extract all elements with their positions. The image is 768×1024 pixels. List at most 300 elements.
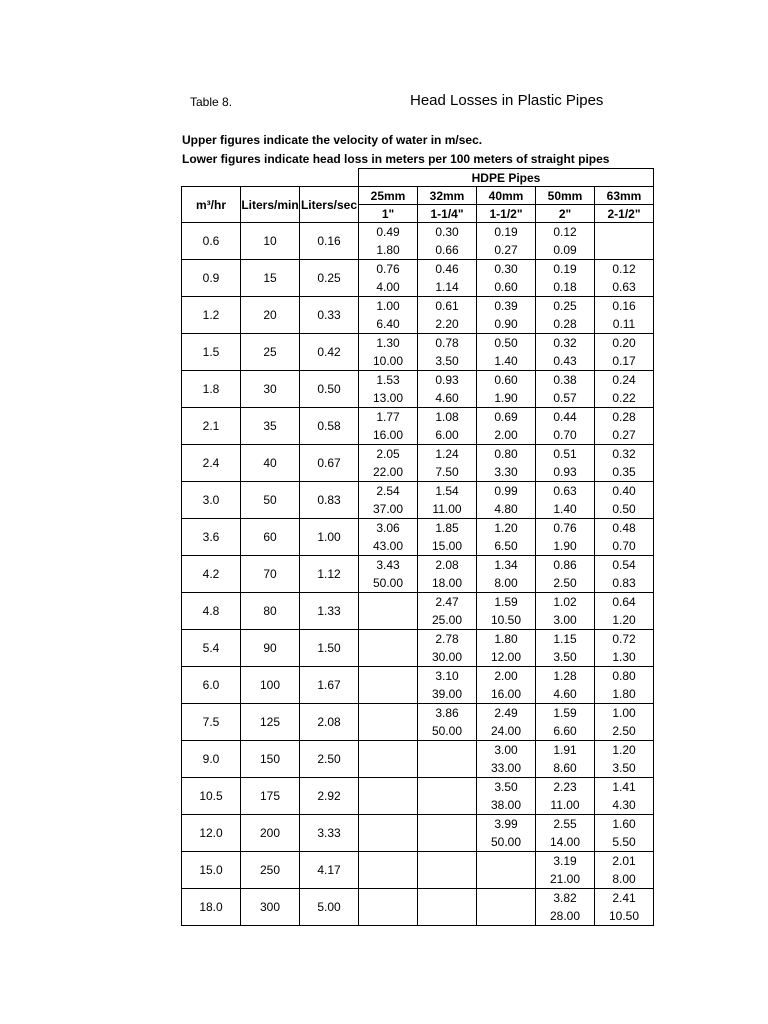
velocity-value: 0.40: [612, 484, 636, 498]
pipe-cell: [418, 852, 477, 889]
pipe-cell: [359, 741, 418, 778]
head-loss-value: 38.00: [490, 798, 522, 812]
head-loss-value: 7.50: [435, 465, 459, 479]
head-loss-value: 2.50: [612, 724, 636, 738]
velocity-value: 2.05: [376, 447, 400, 461]
head-loss-value: 33.00: [490, 761, 522, 775]
liters-sec-cell: 1.33: [300, 593, 359, 630]
m3hr-header: m³/hr: [182, 187, 241, 223]
pipe-cell: [477, 667, 536, 704]
head-loss-value: 50.00: [431, 724, 463, 738]
head-loss-value: [418, 833, 476, 851]
head-loss-value: 0.60: [494, 280, 518, 294]
velocity-value: 1.15: [553, 632, 577, 646]
velocity-value: 0.32: [553, 336, 577, 350]
m3hr-cell: 15.0: [182, 852, 241, 889]
m3hr-cell: 1.5: [182, 334, 241, 371]
velocity-value: 1.00: [376, 299, 400, 313]
head-loss-value: 8.00: [612, 872, 636, 886]
head-loss-value: [359, 870, 417, 888]
pipe-cell: [536, 334, 595, 371]
head-loss-value: 14.00: [549, 835, 581, 849]
m3hr-cell: 6.0: [182, 667, 241, 704]
m3hr-cell: 18.0: [182, 889, 241, 926]
table-row: [182, 704, 654, 741]
pipe-cell: [536, 297, 595, 334]
liters-min-cell: 60: [241, 519, 300, 556]
pipe-cell: [418, 519, 477, 556]
head-loss-value: 0.11: [612, 317, 636, 331]
velocity-value: 1.91: [553, 743, 577, 757]
pipe-cell: [595, 408, 654, 445]
liters-sec-cell: 0.50: [300, 371, 359, 408]
pipe-cell: [536, 704, 595, 741]
velocity-value: 3.43: [376, 558, 400, 572]
head-loss-value: [359, 722, 417, 740]
head-loss-value: 3.50: [612, 761, 636, 775]
pipe-cell: [418, 408, 477, 445]
pipe-cell: [359, 223, 418, 260]
velocity-value: [359, 852, 417, 870]
liters-min-cell: 15: [241, 260, 300, 297]
pipe-cell: [536, 556, 595, 593]
head-loss-value: 0.17: [612, 354, 636, 368]
table-row: [182, 667, 654, 704]
head-loss-value: 0.43: [553, 354, 577, 368]
head-loss-value: 1.40: [494, 354, 518, 368]
liters-min-cell: 10: [241, 223, 300, 260]
head-loss-value: [359, 833, 417, 851]
velocity-value: 3.50: [494, 780, 518, 794]
head-loss-value: 0.70: [612, 539, 636, 553]
liters-min-cell: 90: [241, 630, 300, 667]
pipe-cell: [595, 445, 654, 482]
pipe-cell: [595, 741, 654, 778]
liters-sec-cell: 0.25: [300, 260, 359, 297]
head-loss-value: 3.00: [553, 613, 577, 627]
pipe-cell: [595, 260, 654, 297]
table-row: [182, 223, 654, 260]
head-loss-value: 6.60: [553, 724, 577, 738]
pipe-cell: [418, 704, 477, 741]
pipe-cell: [536, 852, 595, 889]
liters-sec-cell: 2.08: [300, 704, 359, 741]
velocity-value: 2.47: [435, 595, 459, 609]
head-loss-value: 0.70: [553, 428, 577, 442]
pipe-cell: [418, 667, 477, 704]
velocity-value: 0.72: [612, 632, 636, 646]
liters-sec-cell: 3.33: [300, 815, 359, 852]
pipe-cell: [418, 260, 477, 297]
liters-min-cell: 175: [241, 778, 300, 815]
liters-sec-cell: 0.58: [300, 408, 359, 445]
velocity-value: 1.00: [612, 706, 636, 720]
pipe-cell: [359, 482, 418, 519]
table-row: [182, 408, 654, 445]
pipe-cell: [595, 630, 654, 667]
liters-sec-cell: 1.67: [300, 667, 359, 704]
head-loss-value: 15.00: [431, 539, 463, 553]
liters-min-cell: 20: [241, 297, 300, 334]
pipe-cell: [477, 445, 536, 482]
head-loss-value: 0.35: [612, 465, 636, 479]
pipe-cell: [359, 297, 418, 334]
velocity-value: 1.02: [553, 595, 577, 609]
head-loss-value: 0.27: [494, 243, 518, 257]
table-row: [182, 778, 654, 815]
liters-sec-cell: 0.42: [300, 334, 359, 371]
size-inch-header: 1": [359, 205, 418, 223]
head-loss-value: 0.66: [435, 243, 459, 257]
table-row: [182, 371, 654, 408]
m3hr-cell: 12.0: [182, 815, 241, 852]
liters-sec-cell: 0.33: [300, 297, 359, 334]
table-row: [182, 741, 654, 778]
pipe-cell: [536, 778, 595, 815]
liters-min-cell: 40: [241, 445, 300, 482]
velocity-value: 2.78: [435, 632, 459, 646]
head-loss-value: 18.00: [431, 576, 463, 590]
head-loss-value: 4.60: [553, 687, 577, 701]
velocity-value: 3.10: [435, 669, 459, 683]
size-mm-header: 63mm: [595, 187, 654, 205]
liters-min-cell: 30: [241, 371, 300, 408]
velocity-value: 0.30: [435, 225, 459, 239]
head-loss-value: 6.40: [376, 317, 400, 331]
m3hr-cell: 3.6: [182, 519, 241, 556]
head-loss-value: 43.00: [372, 539, 404, 553]
velocity-value: [418, 741, 476, 759]
pipe-cell: [359, 408, 418, 445]
table-row: [182, 556, 654, 593]
pipe-cell: [359, 889, 418, 926]
velocity-value: 1.59: [553, 706, 577, 720]
velocity-value: 0.20: [612, 336, 636, 350]
velocity-value: [477, 889, 535, 907]
size-mm-header: 25mm: [359, 187, 418, 205]
liters-sec-cell: 5.00: [300, 889, 359, 926]
velocity-value: 0.28: [612, 410, 636, 424]
head-loss-value: 1.80: [612, 687, 636, 701]
velocity-value: 0.49: [376, 225, 400, 239]
head-loss-value: 0.93: [553, 465, 577, 479]
pipe-cell: [595, 371, 654, 408]
velocity-value: 0.61: [435, 299, 459, 313]
liters-sec-cell: 0.83: [300, 482, 359, 519]
note-upper-figures: Upper figures indicate the velocity of water in m/sec.: [182, 133, 483, 147]
velocity-value: 2.08: [435, 558, 459, 572]
pipe-cell: [595, 815, 654, 852]
pipe-cell: [595, 778, 654, 815]
pipe-cell: [418, 889, 477, 926]
size-mm-header: 32mm: [418, 187, 477, 205]
velocity-value: 1.53: [376, 373, 400, 387]
pipe-cell: [536, 519, 595, 556]
pipe-cell: [359, 778, 418, 815]
velocity-value: 1.20: [612, 743, 636, 757]
velocity-value: 0.76: [376, 262, 400, 276]
velocity-value: [418, 889, 476, 907]
head-loss-value: 0.83: [612, 576, 636, 590]
velocity-value: 1.34: [494, 558, 518, 572]
velocity-value: 0.32: [612, 447, 636, 461]
m3hr-cell: 10.5: [182, 778, 241, 815]
head-loss-value: 3.50: [435, 354, 459, 368]
head-loss-value: 1.90: [553, 539, 577, 553]
pipe-cell: [477, 889, 536, 926]
pipe-cell: [536, 667, 595, 704]
velocity-value: 0.24: [612, 373, 636, 387]
pipe-cell: [359, 593, 418, 630]
size-inch-header: 2-1/2": [595, 205, 654, 223]
velocity-value: 0.38: [553, 373, 577, 387]
head-loss-value: 16.00: [490, 687, 522, 701]
velocity-value: [359, 889, 417, 907]
velocity-value: 1.08: [435, 410, 459, 424]
m3hr-cell: 9.0: [182, 741, 241, 778]
pipe-cell: [477, 223, 536, 260]
velocity-value: 0.12: [612, 262, 636, 276]
pipe-cell: [418, 223, 477, 260]
pipe-cell: [477, 704, 536, 741]
liters-min-cell: 35: [241, 408, 300, 445]
velocity-value: 3.06: [376, 521, 400, 535]
velocity-value: [359, 815, 417, 833]
table-row: [182, 482, 654, 519]
velocity-value: 1.59: [494, 595, 518, 609]
pipe-cell: [477, 371, 536, 408]
velocity-value: 0.63: [553, 484, 577, 498]
page-title: Head Losses in Plastic Pipes: [410, 92, 604, 109]
pipe-cell: [418, 371, 477, 408]
head-loss-value: 2.00: [494, 428, 518, 442]
velocity-value: 0.50: [494, 336, 518, 350]
velocity-value: 1.54: [435, 484, 459, 498]
velocity-value: 0.99: [494, 484, 518, 498]
m3hr-cell: 3.0: [182, 482, 241, 519]
velocity-value: 3.19: [553, 854, 577, 868]
liters-sec-cell: 0.16: [300, 223, 359, 260]
head-loss-value: 28.00: [549, 909, 581, 923]
pipe-cell: [418, 741, 477, 778]
pipe-cell: [477, 408, 536, 445]
pipe-cell: [595, 297, 654, 334]
pipe-cell: [536, 445, 595, 482]
velocity-value: [359, 630, 417, 648]
head-loss-value: [359, 796, 417, 814]
velocity-value: 0.39: [494, 299, 518, 313]
velocity-value: 3.82: [553, 891, 577, 905]
head-loss-value: 1.20: [612, 613, 636, 627]
head-loss-value: 6.50: [494, 539, 518, 553]
pipe-cell: [477, 852, 536, 889]
liters-min-cell: 70: [241, 556, 300, 593]
size-inch-header: 2": [536, 205, 595, 223]
velocity-value: 1.60: [612, 817, 636, 831]
pipe-cell: [359, 445, 418, 482]
pipe-cell: [418, 778, 477, 815]
liters-sec-cell: 1.50: [300, 630, 359, 667]
velocity-value: [418, 815, 476, 833]
head-loss-value: 16.00: [372, 428, 404, 442]
pipe-cell: [536, 371, 595, 408]
pipe-cell: [536, 815, 595, 852]
table-row: [182, 593, 654, 630]
velocity-value: 2.23: [553, 780, 577, 794]
velocity-value: 2.55: [553, 817, 577, 831]
m3hr-cell: 2.1: [182, 408, 241, 445]
liters-sec-cell: 2.92: [300, 778, 359, 815]
velocity-value: 0.76: [553, 521, 577, 535]
velocity-value: 0.80: [494, 447, 518, 461]
pipe-cell: [595, 704, 654, 741]
pipe-cell: [536, 889, 595, 926]
pipe-cell: [359, 334, 418, 371]
head-loss-value: 1.14: [435, 280, 459, 294]
velocity-value: 1.30: [376, 336, 400, 350]
hdpe-pipes-header: HDPE Pipes: [359, 169, 654, 187]
liters-min-cell: 100: [241, 667, 300, 704]
head-loss-value: 11.00: [550, 798, 580, 812]
velocity-value: [359, 704, 417, 722]
pipe-cell: [477, 815, 536, 852]
head-loss-value: 0.18: [553, 280, 577, 294]
m3hr-cell: 2.4: [182, 445, 241, 482]
liters-min-header: Liters/min: [241, 187, 300, 223]
velocity-value: 0.93: [435, 373, 459, 387]
pipe-cell: [418, 334, 477, 371]
head-loss-value: 1.40: [553, 502, 577, 516]
head-loss-value: 13.00: [372, 391, 404, 405]
velocity-value: 0.60: [494, 373, 518, 387]
head-loss-value: 0.57: [553, 391, 577, 405]
liters-sec-header: Liters/sec: [300, 187, 359, 223]
head-loss-value: 30.00: [431, 650, 463, 664]
velocity-value: 3.00: [494, 743, 518, 757]
pipe-cell: [536, 482, 595, 519]
velocity-value: 2.54: [376, 484, 400, 498]
size-inch-header: 1-1/2": [477, 205, 536, 223]
m3hr-cell: 4.8: [182, 593, 241, 630]
velocity-value: 0.80: [612, 669, 636, 683]
head-loss-value: 3.50: [553, 650, 577, 664]
head-loss-value: 50.00: [372, 576, 404, 590]
velocity-value: 1.80: [494, 632, 518, 646]
liters-min-cell: 250: [241, 852, 300, 889]
pipe-cell: [595, 334, 654, 371]
pipe-cell: [477, 297, 536, 334]
size-mm-header: 50mm: [536, 187, 595, 205]
head-loss-value: 39.00: [431, 687, 463, 701]
pipe-cell: [536, 223, 595, 260]
velocity-value: [359, 741, 417, 759]
head-loss-value: [359, 685, 417, 703]
m3hr-cell: 7.5: [182, 704, 241, 741]
head-loss-value: 4.00: [376, 280, 400, 294]
velocity-value: 3.86: [435, 706, 459, 720]
head-loss-value: 21.00: [549, 872, 581, 886]
pipe-cell: [418, 445, 477, 482]
pipe-cell: [477, 482, 536, 519]
pipe-cell: [477, 593, 536, 630]
pipe-cell: [595, 667, 654, 704]
velocity-value: 0.30: [494, 262, 518, 276]
head-loss-value: 10.00: [372, 354, 404, 368]
pipe-cell: [477, 519, 536, 556]
velocity-value: [418, 852, 476, 870]
table-row: [182, 260, 654, 297]
pipe-cell: [359, 667, 418, 704]
head-loss-value: [359, 648, 417, 666]
velocity-value: 2.41: [612, 891, 636, 905]
liters-sec-cell: 2.50: [300, 741, 359, 778]
velocity-value: [359, 593, 417, 611]
velocity-value: 1.85: [435, 521, 459, 535]
pipe-cell: [359, 260, 418, 297]
pipe-cell: [359, 371, 418, 408]
head-loss-value: [595, 241, 653, 259]
head-loss-value: 8.00: [494, 576, 518, 590]
pipe-cell: [536, 741, 595, 778]
table-row: [182, 815, 654, 852]
head-loss-value: 0.27: [612, 428, 636, 442]
pipe-cell: [595, 482, 654, 519]
head-loss-value: 2.50: [553, 576, 577, 590]
velocity-value: 0.54: [612, 558, 636, 572]
table-row: [182, 334, 654, 371]
head-loss-value: 8.60: [553, 761, 577, 775]
head-loss-value: 25.00: [431, 613, 463, 627]
pipe-cell: [536, 630, 595, 667]
head-loss-value: 6.00: [435, 428, 459, 442]
head-loss-value: 1.80: [376, 243, 400, 257]
liters-min-cell: 50: [241, 482, 300, 519]
velocity-value: 0.51: [553, 447, 577, 461]
head-loss-value: [477, 870, 535, 888]
velocity-value: 0.78: [435, 336, 459, 350]
note-lower-figures: Lower figures indicate head loss in meters per 100 meters of straight pipes: [182, 152, 610, 166]
pipe-cell: [359, 704, 418, 741]
pipe-cell: [536, 408, 595, 445]
head-loss-value: 0.90: [494, 317, 518, 331]
velocity-value: [359, 667, 417, 685]
pipe-cell: [359, 519, 418, 556]
head-loss-value: [477, 907, 535, 925]
pipe-cell: [536, 260, 595, 297]
liters-sec-cell: 0.67: [300, 445, 359, 482]
velocity-value: 1.77: [376, 410, 400, 424]
head-loss-value: 50.00: [490, 835, 522, 849]
pipe-cell: [477, 556, 536, 593]
velocity-value: 2.01: [612, 854, 636, 868]
pipe-cell: [536, 593, 595, 630]
head-loss-value: 0.22: [612, 391, 636, 405]
head-loss-table: [181, 168, 654, 926]
head-loss-value: 10.50: [608, 909, 640, 923]
pipe-cell: [418, 815, 477, 852]
liters-min-cell: 300: [241, 889, 300, 926]
m3hr-cell: 0.6: [182, 223, 241, 260]
velocity-value: 0.86: [553, 558, 577, 572]
m3hr-cell: 5.4: [182, 630, 241, 667]
pipe-cell: [418, 482, 477, 519]
velocity-value: 0.16: [612, 299, 636, 313]
head-loss-value: [418, 759, 476, 777]
velocity-value: 2.00: [494, 669, 518, 683]
head-loss-value: [418, 870, 476, 888]
pipe-cell: [418, 297, 477, 334]
velocity-value: 0.44: [553, 410, 577, 424]
